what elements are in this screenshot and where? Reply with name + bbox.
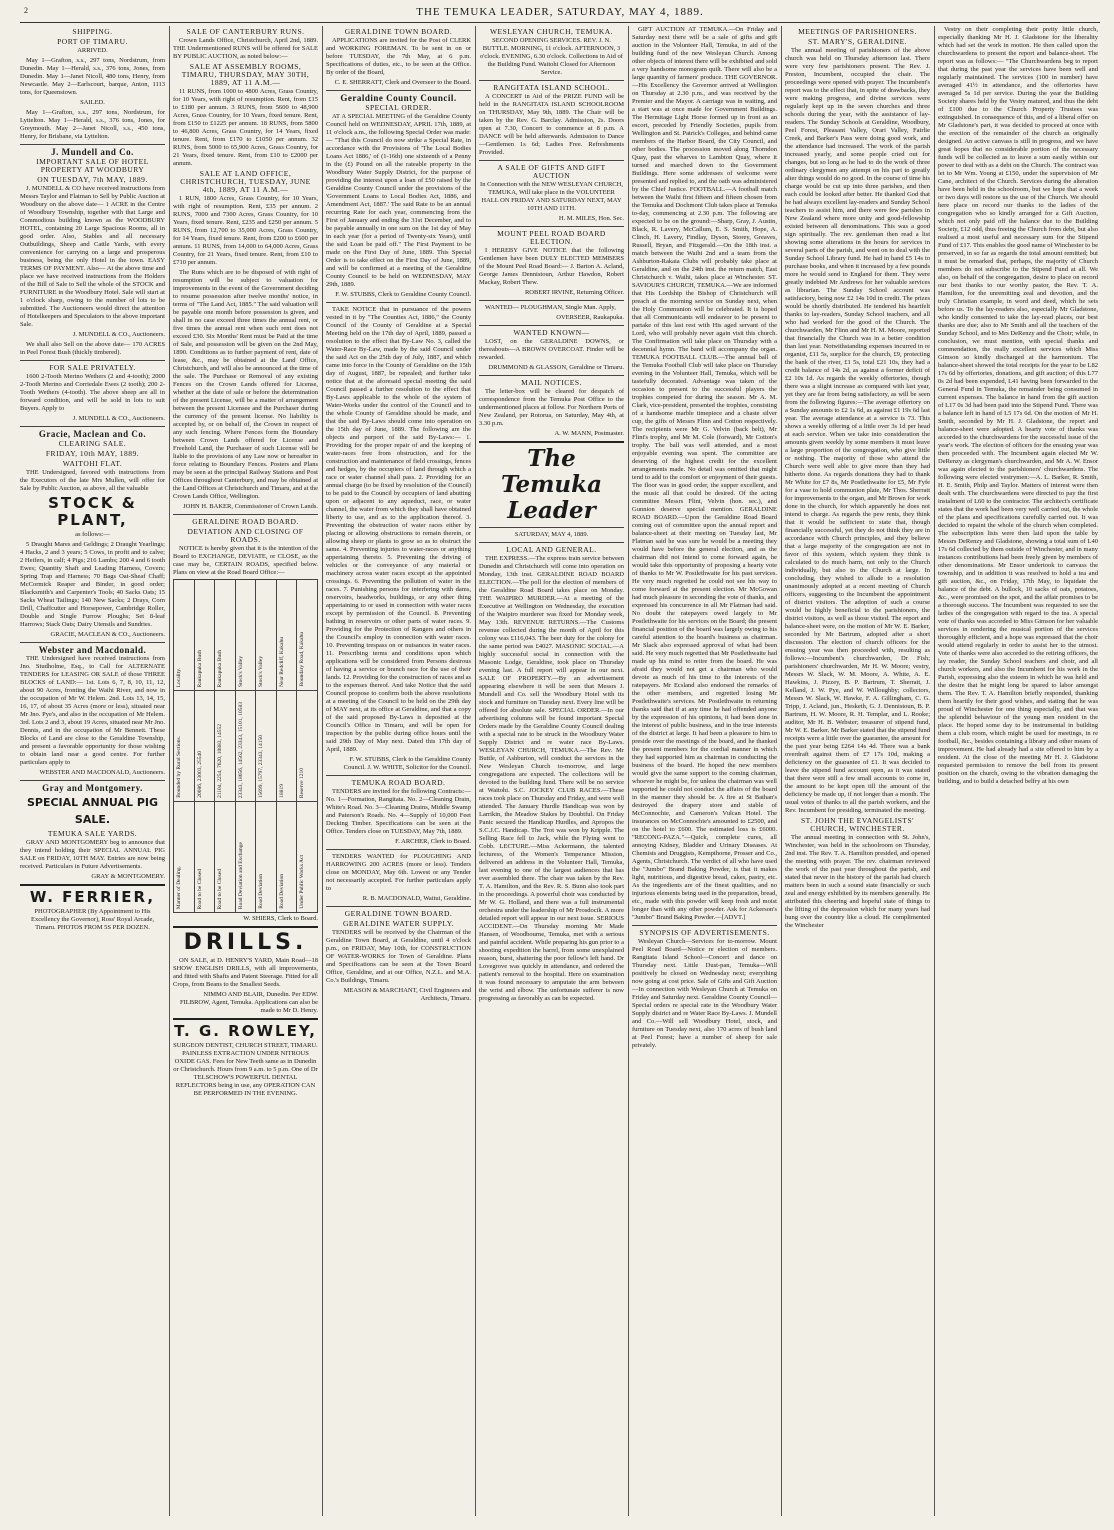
local-general-body: THE EXPRESS.—The express train service between Dunedin and Christchurch will come into operation on Monday, 13th inst. GERALDINE ROAD BOARD ELECTION.—The poll for the election of members of the Geraldine Road Board takes place on Monday. THE WAIPIRO MURDER.—At a meeting of the Executive at Wellington on Wednesday, the execution of the Waipiro murderer was fixed for Monday week, May 13th. REVENUE RETURNS.—The Customs revenue collected during the month of April for this colony was £116,043. The beer duty for the colony for the same period was £4027. MASONIC SOCIAL.—A highly successful social in connection with the Masonic Lodge, Geraldine, took place on Thursday evening last. A full report will appear in our next. SALE OF PROPERTY.—By an advertisement appearing elsewhere it will be seen that Messrs J. Mundell and Co. sell the Woodbury Hotel with its stock and furniture on Tuesday next. Every line will be offered for absolute sale. SPECIAL ORDER.—In our advertising columns will be found important Special Orders made by the Geraldine County Council dealing with a special rate to be struck in the Woodbury Water Supply District and re water race By-Laws. WESLEYAN CHURCH, TEMUKA.—The Rev. Mr Buttle, of Ashburton, will conduct the services in the New Wesleyan Church to-morrow, and large congregations are expected. The collections will be devoted to the building fund. There will be no service at Waitohi. S.C. JOCKEY CLUB RACES.—These races took place on Thursday and Friday, and were well attended. The January Hurdle Handicap was won by Larrikin, the Meadow Stakes by Doubtful. On Friday Panic secured the Handicap Hurdles, and Apropos the S.C.J.C. Handicap. The Trot was won by Kripple. The Selling Race fell to Jack, while the Flying went to Cobb. LECTURE.—Miss Ackermann, the talented lecturess, of the Women's Temperance Mission, delivered an address in the Volunteer Hall, Temuka, last evening to one of the largest audiences that has ever assembled there. The chair was taken by the Rev. T. A. Hamilton, and the Rev. R. S. Bunn also took part in the proceedings. A powerful choir was conducted by Mr W. G. Holland, and there was a full instrumental orchestra under the leadership of Mr Prosdocik. A more detailed report will appear in our next issue. SERIOUS ACCIDENT.—On Thursday morning Mr Made Hansen, of Woodbourne, Temuka, met with a serious and painful accident. While preparing his gun prior to a shooting expedition the barrel, from some unexplained reason, burst, shattering the poor fellow's left hand. Dr Lovegrove was quickly in attendance, and ordered the patient's removal to the hospital. Here on examination it was found necessary to amputate the arm between the wrist and elbow. The unfortunate sufferer is now progressing as favorably as can be expected. — [479, 555, 624, 1002]
wesleyan-body: SECOND OPENING SERVICES. REV. J. N. BUTTLE. MORNING, 11 o'clock. AFTERNOON, 3 o'clock. EVENING, 6.30 o'clock. Collections in Aid of the Building Fund. Waitohi Closed for Afternoon Service. — [480, 37, 623, 76]
gracie-sign: GRACIE, MACLEAN & CO., Auctioneers. — [50, 631, 165, 638]
local-general-heading: LOCAL AND GENERAL. — [506, 545, 597, 554]
column-5 — [632, 26, 777, 1520]
column-rule — [169, 26, 170, 1516]
table-row: Under Public Works Act — [297, 802, 318, 913]
canterbury-land-office: SALE AT LAND OFFICE, CHRISTCHURCH, TUESDAY, JUNE 4th, 1889, AT 11 A.M.— — [180, 169, 311, 194]
deviation-header-manner: Manner of Dealing. — [174, 802, 195, 913]
mail-notices-heading: MAIL NOTICES. — [521, 378, 582, 387]
st-marys-heading: ST. MARY'S, GERALDINE. — [807, 37, 908, 46]
column-2 — [173, 26, 318, 1520]
table-row: Raukapuka Bush — [194, 580, 215, 691]
stock-list: 5 Draught Mares and Geldings; 2 Draught Yearlings; 4 Hacks, 2 and 3 years; 5 Cows, in profit and to calve; 2 Heifers, in calf; 4 Pigs; 216 Lambs; 200 4 and 6 tooth Ewes; Quantity Shaft and Leading Harness, Covers; Spring Trap and Harness; 70 Bags Oat-Sheaf Chaff; McCormick Reaper and Binder, in good order; Blacksmith's and Carpenter's Tools; 40 Sacks Oats; 15 Sacks Wheat Tailings; 140 New Sacks; 2 Drays, Corn Drill, Chaffcutter and Horsepower, Cambridge Roller, Double and Single Furrow Ploughs; Set 8-leaf Harrows; Stack Oats; Dairy Utensils and Sundries. — [20, 541, 165, 628]
stock-plant-heading: STOCK & PLANT, — [48, 494, 137, 529]
column-rule — [781, 26, 782, 1516]
deviation-title: DEVIATION AND CLOSING OF ROADS. — [187, 527, 304, 544]
gray-heading: Gray and Montgomery. — [42, 783, 143, 793]
masthead-rule — [20, 22, 1100, 23]
clearing-intro: THE Undersigned, favored with instructions from the Executors of the late Mrs Mullen, will offer for Sale by Public Auction, as above, all the valuable — [20, 469, 165, 492]
water-board-heading: GERALDINE TOWN BOARD. — [344, 909, 453, 918]
peel-election-heading: MOUNT PEEL ROAD BOARD ELECTION. — [497, 229, 606, 246]
webster-sign: WEBSTER AND MACDONALD, Auctioneers. — [39, 769, 165, 776]
column-1 — [20, 26, 165, 1520]
pig-sale-sub: TEMUKA SALE YARDS. — [47, 829, 138, 838]
table-row: 18819 — [276, 691, 297, 802]
rangitata-heading: RANGITATA ISLAND SCHOOL. — [493, 83, 610, 92]
table-row: Stock's Valley — [235, 580, 256, 691]
st-johns-heading: ST. JOHN THE EVANGELISTS' CHURCH, WINCHESTER. — [800, 816, 915, 833]
temuka-road-body: TENDERS are invited for the following Contracts:— No. 1—Formation, Rangitata. No. 2—Cleaning Drain, White's Road. No. 3—Cleaning Drains, Middle Swamp and Paterson's Roads. No. 4—Supply of 10,000 Feet Decking Timber. Specifications can be seen at the Office. Tenders close on TUESDAY, May 7th, 1889. — [326, 788, 471, 835]
mundell-sign: J. MUNDELL & CO., Auctioneers. — [72, 331, 165, 338]
table-row: Reserve 1210 — [297, 691, 318, 802]
canterbury-runs: 11 RUNS, from 1000 to 4800 Acres, Grass Country, for 10 Years, with right of resumption. Rent, from £15 to £180 per annum. 3 RUNS, from 5600 to 48,900 Acres, Grass Country, for 10 Years, fixed tenure. Rent, from £150 to £1225 per annum. 18 RUNS, from 5800 to 46,800 Acres, Grass Country, for 14 Years, fixed tenure. Rent, from £170 to £1050 per annum. 32 RUNS, from 5000 to 65,900 Acres, Grass Country, for 21 Years, fixed tenure. Rent, from £10 to £2000 per annum. — [173, 88, 318, 167]
table-row: 20086, 23003, 25540 — [194, 691, 215, 802]
column-rule — [628, 26, 629, 1516]
pig-sale-sign: GRAY & MONTGOMERY. — [91, 873, 165, 880]
column-3 — [326, 26, 471, 1520]
deviation-header-locality: Locality. — [174, 580, 195, 691]
sailed-label: SAILED. — [80, 99, 105, 106]
mail-notices-sign: A. W. MANN, Postmaster. — [554, 430, 624, 437]
gifts-sale-body: In Connection with the NEW WESLEYAN CHURCH, TEMUKA, Will take place in the VOLUNTEER HALL ON FRIDAY AND SATURDAY NEXT, MAY 10TH AND 11TH. — [480, 181, 623, 212]
table-row: Stock's Valley — [256, 580, 277, 691]
pig-sale-body: GRAY AND MONTGOMERY beg to announce that they intend holding their SPECIAL ANNUAL PIG SALE on FRIDAY, 10TH MAY. Entries are now being received. Particulars in Future Advertisements. — [20, 839, 165, 870]
drills-heading: DRILLS. — [183, 930, 308, 955]
st-johns-body: The annual meeting in connection with St. John's, Winchester, was held in the schoolroom on Thursday, 2nd inst. The Rev. T. A. Hamilton presided, and opened the meeting with prayer. The rev. chairman reviewed the work of the past year throughout the parish, and stated that never in the history of the parish had church matters been in such a sound state financially or such zeal and energy exhibited by its members generally. He attributed this cheering and hopeful state of things to the lifting of the depression which for many years had hung over the country like a cloud. He complimented the Winchester — [785, 834, 930, 929]
gifts-sale-heading: A SALE OF GIFTS AND GIFT AUCTION — [497, 163, 606, 180]
webster-heading: Webster and Macdonald. — [38, 645, 147, 655]
county-council-sign: F. W. STUBBS, Clerk to Geraldine County Council. — [335, 291, 471, 298]
rowley-heading: T. G. ROWLEY, — [174, 1022, 317, 1040]
wanted-known-heading: WANTED KNOWN— — [513, 328, 590, 337]
masthead-title: THE TEMUKA LEADER, SATURDAY, MAY 4, 1889. — [416, 6, 704, 18]
drills-body: ON SALE, at D. HENRY'S YARD, Main Road—18 SHOW ENGLISH DRILLS, with all improvements, and fitted with Shafts and Patent Steerage. Fitted for all Crops, from Beans to the Smallest Seeds. — [173, 957, 318, 988]
masthead — [20, 6, 1100, 22]
gifts-sale-sign: H. M. MILES, Hon. Sec. — [558, 215, 624, 222]
st-johns-continued: Vestry on their completing their pretty little church, especially thanking Mr H. J. Gladstone for the liberality which had set the work in motion. He then called upon the churchwardens to present the report and balance-sheet. The report was as follows:— "The Churchwardens beg to report that during the past year the services have been well and regularly maintained. The services (100 in number) have averaged 41½ in attendance, and the offertories have averaged 5s 1d per service. During the year the Building Society shares held by the Vestry matured, and thus the debt of £100 due to the Church Property Trustees was extinguished. In consequence of this, and of a liberal offer on Mr Gladstone's part, it was decided to proceed at once with the erection of the remainder of the church as originally designed. An active canvass is still in progress, and we have great hopes that no considerable portion of the necessary funds will be collected as to leave a sum easily within our power to deal with as a debt on the Church. The contract was let to Mr Wm. Young at £150, under the supervision of Mr Cane, architect of the Church. Services during the alteration have been held in the schoolroom, but we hope that a week or two days will restore us the use of the Church. We should here place on record our thanks to the ladies of the congregation who so kindly arranged for a Gift Auction, which not only paid off the balance due to the Building Society, £12 odd, thus freeing the Church from debt, but also realised a most useful and necessary sum for the Stipend Fund of £17. This enables the good name of Winchester to be preserved, in so far as regards the total amount remitted; but it must be remarked that, perhaps, the majority of Church members do not subscribe to the Stipend Fund at all. We also, on behalf of the congregation, desire to place on record our best thanks to our worthy pastor, the Rev. T. A. Hamilton, for the unremitting zeal and devotion, and the truly Christian example, in word and deed, which he sets before us. To the lay-readers also, especially Mr Gladstone, who kindly consented to take the lay-read places, our best thanks are due; also to Mr Smith and all the teachers of the Sunday School, and to Mrs DeRenzy and the Choir; while, in conclusion, we must mention, with special thanks and commendation, the really excellent services which Miss Gimson so kindly discharged at the harmonium. The balance-sheet showed the total receipts for the year to be L82 17s 6d by offertories, donations, and gift auction; of this L77 0s 2d had been expended, L41 having been forwarded to the General Fund in Temuka, the remainder being consumed in current expenses. The balance in hand from the gift auction of L17 0s 3d had been paid into the Stipend Fund. There was a balance left in hand of L5 17s 6d. On the motion of Mr H. Smith, seconded by Mr H. J. Gladstone, the report and balance-sheet were adopted. A hearty vote of thanks was accorded to the churchwardens for the successful issue of the year's work. The election of officers for the ensuing year was then proceeded with. The Incumbent again elected Mr W. DeRenzy as clergyman's churchwarden, and Mr A. W. Ensor was again elected to the parishioners' churchwardens. The following were elected vestrymen:—A. L. Barker, R. Smith, H. E. Smith, Philp and Taylor. Matters of interest were then dealt with. The churchwardens were directed to pay the first instalment of L60 to the contractor. The architect's certificate states that the work had been very well carried out, the whole of the plans and specifications carefully carried out. It was decided to repaint the whole of the church when completed. The subscription lists were then laid upon the table by Messrs DeRenzy and Gladstone, showing a total sum of L40 17s 6d collected by them outside of Winchester, and in many instances contributions had been freely given by members of other denominations. Mr Ensor undertook to canvass the township, and in addition it was resolved to hold a tea and gift auction, &c., on Friday, 17th May, to liquidate the balance of the debt. A bullock, 10 sacks of oats, potatoes, &c., were promised on the spot, and the affair promises to be a thorough success. The Incumbent was requested to see the ladies of the congregation with regard to the tea. A special vote of thanks was accorded to Miss Gimson for her valuable services in rendering the musical portion of the services thoroughly efficient, and a hope was expressed that the choir would attend regularly in order to assist her to the utmost. Vote of thanks were also accorded to the retiring officers, the lay reader, the Sunday School teachers and choir, and all church workers, and also the Incumbent for his work in the Parish, expressing also the esteem in which he was held and the desire that he might long be spared to labor amongst them. The Rev. T. A. Hamilton briefly responded, thanking them heartily for their good wishes, and stating that he was proud of Winchester for one thing especially, and that was the splendid behaviour of the young men resident in the place. He hoped some day to be instrumental in building them a club room, which might be used for meetings, in re football, &c., besides containing a library and other means of improvement. He had already had a site offered to him by a resident. At the close of the meeting Mr H. J. Gladstone requested permission to remove the bell from its present position on the church, owing to the vibration damaging the building, and to build a detached belfry at his own — [938, 26, 1098, 785]
sailings-text: May 1—Grafton, s.s., 297 tons, Nordstrum, for Lyttelton. May 1—Herald, s.s., 376 tons, Jones, for Greymouth. May 2—Janet Nicoll, s.s., 450 tons, Henry, for Brisbane, via Lyttelton. — [20, 109, 165, 140]
mail-notices-body: The letter-box will be cleared for despatch of correspondence from the Temuka Post Office to the undermentioned places at follow. For Northern Ports of New Zealand, per Rotorua, on Saturday, May 4th, at 3.30 p.m. — [479, 388, 624, 427]
table-row: Road Deviation — [256, 802, 277, 913]
geraldine-board-sign: C. E. SHERRATT, Clerk and Overseer to the Board. — [334, 79, 471, 86]
peel-election-body: I HEREBY GIVE NOTICE that the following Gentlemen have been DULY ELECTED MEMBERS of the Mount Peel Road Board:— J. Barton A. Acland, George James Dennistoun, Arthur Hawdon, Robert Mackay, Robert Thew. — [479, 247, 624, 286]
bylaw-notice-sign: F. W. STUBBS, Clerk to the Geraldine County Council. J. W. WHITE, Solicitor for the Council. — [343, 756, 471, 771]
lost-coat-body: LOST, on the GERALDINE DOWNS, or thereabouts—A BROWN OVERCOAT. Finder will be rewarded. — [479, 338, 624, 361]
table-row: 21104, 2254, 7620, 10883, 14552 — [215, 691, 236, 802]
clearing-sale-title: CLEARING SALE. — [58, 439, 127, 448]
wesleyan-heading: WESLEYAN CHURCH, TEMUKA. — [489, 27, 614, 36]
synopsis-heading: SYNOPSIS OF ADVERTISEMENTS. — [639, 928, 770, 937]
deviation-table — [173, 579, 318, 913]
bylaw-notice-body: TAKE NOTICE that in pursuance of the powers vested in it by "The Counties Act, 1886," the County Council of the County of Geraldine at a Special Meeting held on the 17th day of April, 1889, passed a resolution to the effect that By-Law No. 3, called the Water-Race By-Law, made by the said Council under the said Act on the 25th day of July, 1887, and which came into force in the County of Geraldine on the 15th day of August, 1887, be repealed; and further take notice that at the aforesaid special meeting the said Council passed a further resolution to the effect that By-Laws applicable to the whole of the system of Water-Works under the control of the Council and to the whole County of Geraldine should be made, and that the said By-Laws should come into operation on the 15th day of June, 1889. The following are the objects and purport of the said By-Laws:— 1. Providing for the proper repair of and the keeping of water-races free from obstruction, and for the construction and maintenance of field crossings, fences and hedges, by the occupiers of land through which a race or water channel shall pass. 2. Providing for an annual charge (to be fixed by resolution of the Council) to be paid to the Council by occupiers of land abutting upon or adjacent to any aqueduct, race, or water channel, the water from which they shall have obtained liberty to use, and as to the application thereof. 3. Preventing the obstruction of water races either by placing or allowing obstructions to remain therein, or allowing sheep or plants to grow so as to obstruct the same. 4. Preventing injuries to water-races or anything appertaining thereto. 5. Preventing the driving of vehicles or the conveyance of any material or machinery across water races except at the appointed crossings. 6. Preventing the pollution of water in the races. 7. Punishing persons for interfering with dams, reservoirs, headworks, buildings, or any other thing appertaining to or used in connection with water races except by permission of the Council. 8. Preventing bathing in reservoirs or other parts of water races. 9. Providing for the Protection of Rangers and others in the Council's employ in connection with water races. 10. Preventing trespass on or nuisances in water races. 11. Prescribing terms and conditions upon which applications will be considered from Persons desirous of having a service or branch race for the use of their lands. 12. Providing for the construction of races and as to the expenses thereof. And take Notice that the said Council propose to confirm both the above resolutions at a meeting of the Council to be held on the 29th day of MAY next, at its office at Geraldine, and that a copy of the said proposed By-Laws is deposited at the Council's Office in Timaru, and will be open for inspection by the public during office hours until the said 29th Day of May next. Dated this 17th day of April, 1889. — [326, 306, 471, 753]
canterbury-heading: SALE OF CANTERBURY RUNS. — [186, 27, 305, 36]
deviation-body: NOTICE is hereby given that it is the intention of the Board to EXCHANGE, DEVIATE, or CLOSE, as the case may be, CERTAIN ROADS, specified below. Plans on view at the Road Board Office:— — [173, 545, 318, 576]
ploughing-tender-sign: R. B. MACDONALD, Waitui, Geraldine. — [362, 895, 471, 902]
local-general-continued: GIFT AUCTION AT TEMUKA.—On Friday and Saturday next there will be a sale of gifts and gift auction in the Volunteer Hall, Temuka, in aid of the building fund of the new Wesleyan Church. Among other objects of interest there will be exhibited and sold a very handsome monogram quilt. There will also be a large quantity of farmers' produce. THE GOVERNOR.—His Excellency the Governor arrived at Wellington on Thursday at 2.30 p.m., and was received by the Premier and the Mayor. A carriage was in waiting, and a start was at once made for Government Buildings. The Hermitage Light Horse formed up in front as an escort, preceded by Friendly Societies, pupils from Wellington and St. Patrick's Colleges, and behind came members of the Harbor Board, the City Council, and other bodies. The procession moved along Thorndon Quay, past the wharves to Lambton Quay, where it turned and marched down to the Government Buildings. Here some addresses of welcome were presented and replied to, and the oath was administered by the Chief Justice. FOOTBALL.—A football match between the Waihi first fifteen and fifteen chosen from the Temuka and Dochmont Club takes place at Temuka to-day, commencing at 2.30 p.m. The following are expected to be on the ground:—Sharp, Gray, J. Austin, Black, R. Lavery, McCallum, E. S. Smith, Hope, A. Clinch, H. Lavery, Findlay, Dyson, Storey, Greaves, Russell, Bryan, and Fitzgerald.—On the 18th inst. a match between the Waihi 2nd and a team from the Ashburton-Rakaia Clubs will probably take place at Geraldine, and on the 24th inst. the return match, East Christchurch v. Waihi, takes place at Winchester. ST. SAVIOUR'S CHURCH, TEMUKA.—We are informed that His Lordship the Bishop of Christchurch will preach at the morning service on Sunday next, when the Holy Communion will be celebrated. It is hoped that all Communicants will endeavor to be present to partake of this last rest with His aged servant of the Lord, who will probably never again visit this church. The Confirmation will take place on Thursday with a decennial hymn. The band will accompany the organ. TEMUKA FOOTBALL CLUB.—The annual ball of the Temuka Football Club will take place on Thursday evening in the Volunteer Hall, Temuka, which will be tastefully decorated. Advantage was taken of the occasion to present to the successful players the trophies competed for during the season. Mr A. M. Clark, vice-president, presented the trophies, consisting of a handsome marble timepiece and a chaste silver cup, the gifts of Messrs Flinn and Cotton respectively. The recipients were Mr G. Velvin (back belt), Mr Flint's trophy, and Mr M. Cole (forward), Mr Cotton's trophy. The ball was well attended, and a most enjoyable evening was spent. The committee are deserving of the highest credit for the excellent arrangements made. No detail was omitted that might tend to add to the comfort or enjoyment of their guests. The floor was in good order, the supper excellent, and the music all that could be desired. Of the acting committee Messrs Flint, Velvin (hon. sec.), and Gunnion deserve special mention. GERALDINE ROAD BOARD.—Upon the Geraldine Road Board coming out of committee upon the annual report and balance-sheet at their meeting on Tuesday last, Mr Flatman said he was sure he would be a meeting they would have before the general election, and as the chairman did not intend to come forward again, he would take this opportunity of proposing a hearty vote of thanks to Mr W. Postlethwaite for his past services. He very much regretted he could not see his way to come forward at the present election. Mr McGowan had much pleasure in seconding the vote of thanks, and expressed his concurrence in all Mr Flatman had said. No doubt the ratepayers owed largely to Mr Postlethwaite for his services on the Board; the present financial position of the board was largely owing to his careful attention to the board's business as chairman. Mr Slack also expressed approval of what had been said. He very much regretted that Mr Postlethwaite had made up his mind to retire from the board. He was afraid they would not get a chairman who would devote as much of his time to the interests of the ratepayers. Mr Ecsland also endorsed the remarks of the other members, and regretted losing Mr Postlethwaite's services. Mr Postlethwaite in returning thanks said that if at any time he had offended anyone by the expression of his opinions, it had been done in the interest of public business, and in the true interests of the district at large. It had been a pleasure to him to preside over the meetings of the board, and he thanked the present members for the cordial manner in which they had supported him as chairman in conducting the business of the board. He hoped the new members would give the same support to the coming chairman, whoever he might be, for unless the chairman was well supported he could not conduct the affairs of the board in the manner they should be. A fire at St Bathan's destroyed the drapery store and stable of McConnochie, and Cameron's Vulcan Hotel. The insurances on McConnochie's amounted to £2500, and on the hotel to £600. The estimated loss is £6000. "RECONG-PAZA."—Quick, complete cures, all annoying Kidney, Bladder and Urinary Diseases. At Chemists and Druggists, Kempthorne, Prosser and Co., Agents, Christchurch. The verdict of all who have used the "Jumbo" Brand Baking Powder, is that it makes light, nutritious, and digestive bread, cakes, pastry, etc. As the ingredients are of the finest qualities, and no injurious elements being used in the preparation, bread, etc., made with this powder will keep fresh and moist longer than with any other powder. Ask for Ackerson's "Jumbo" Brand Baking Powder.—[ADVT.] — [632, 26, 777, 921]
canterbury-rooms: SALE AT ASSEMBLY ROOMS, TIMARU, THURSDAY, MAY 30TH, 1889, AT 11 A.M.— — [181, 62, 310, 87]
table-row: Road Deviation and Exchange — [235, 802, 256, 913]
table-row: 23343, 18656, 14562, 23343, 15101, 10583 — [235, 691, 256, 802]
lost-coat-sign: DRUMMOND & GLASSON, Geraldine or Timaru. — [488, 364, 624, 371]
column-rule — [475, 26, 476, 1516]
table-row: Near Redcliff, Kakahu — [276, 580, 297, 691]
temuka-road-sign: F. ARCHER, Clerk to Board. — [395, 838, 471, 845]
page-number: 2 — [24, 6, 29, 15]
table-row: Road to be Closed — [215, 802, 236, 913]
deviation-header-sections: Bounded by Rural Sections. — [174, 691, 195, 802]
ploughman-wanted-body: WANTED— PLOUGHMAN, Single Man. Apply, — [485, 304, 616, 311]
ferrier-heading: W. FERRIER, — [29, 888, 156, 906]
temuka-road-heading: TEMUKA ROAD BOARD. — [351, 778, 446, 787]
rowley-body: SURGEON DENTIST, CHURCH STREET, TIMARU. PAINLESS EXTRACTION UNDER NITROUS OXIDE GAS. Fees for New Teeth same as in Dunedin or Christchurch. Hours from 9 a.m. to 5 p.m. One of Dr TELSCHOW'S POWERFUL DENTAL REFLECTORS being in use, any OPERATION CAN BE PERFORMED IN THE EVENING. — [173, 1042, 318, 1097]
arrivals-text: May 1—Grafton, s.s., 297 tons, Nordstrum, from Dunedin. May 1—Herald, s.s., 376 tons, Jones, from Dunedin. May 1—Janet Nicoll, 480 tons, Henry, from Newcastle. May 2—Earlscourt, barque, Anton, 1113 tons, for Queenstown. — [20, 57, 165, 96]
table-row: Boundary Road, Kakahu — [297, 580, 318, 691]
table-row: 15699, 15797, 23343, 14150 — [256, 691, 277, 802]
column-4 — [479, 26, 624, 1520]
deviation-board-heading: GERALDINE ROAD BOARD. — [192, 517, 299, 526]
table-row: Road to be Closed — [194, 802, 215, 913]
arrived-label: ARRIVED. — [77, 47, 108, 54]
ploughman-wanted-sign: OVERSEER, Raukapuka. — [556, 314, 624, 321]
waitohi-heading: WAITOHI FLAT. — [62, 459, 123, 468]
rangitata-body: A CONCERT in Aid of the PRIZE FUND will be held in the RANGITATA ISLAND SCHOOLROOM on THURSDAY, May 9th, 1889. The Chair will be taken by the Rev. G. Barclay. Admission, 2s. Doors open at 7.30, Concert to commence at 8 p.m. A DANCE will be held afterwards. Admission to Dance—Gentlemen 1s 6d; Ladies Free. Refreshments Provided. — [479, 93, 624, 156]
column-rule — [322, 26, 323, 1516]
mundell-heading: J. Mundell and Co. — [51, 147, 134, 157]
water-supply-sign: MEASON & MARCHANT, Civil Engineers and Architects, Timaru. — [343, 987, 471, 1002]
special-order-heading: SPECIAL ORDER. — [365, 103, 432, 112]
issue-date: SATURDAY, MAY 4, 1889. — [514, 531, 589, 538]
county-council-heading: Geraldine County Council. — [340, 93, 457, 103]
geraldine-board-heading: GERALDINE TOWN BOARD. — [344, 27, 453, 36]
synopsis-body: Wesleyan Church—Services for to-morrow. Mount Peel Road Board—Notice re election of members. Rangitata Island School—Concert and dance on Thursday next. Little Dust-pan, Temuka—Will positively be closed on Wednesday next; everything now going at cost price. Sale of Gifts and Gift Auction—In connection with Wesleyan Church at Temuka on Friday and Saturday next. Geraldine County Council—Special orders re special rate in the Woodbury Water Supply district and re Water Race By-Laws. J. Mundell and Co.—Will sell Woodbury Hotel, stock, and furniture on Tuesday next, also 170 acres of bush land at Peel Forest; have a number of sheep for sale privately. — [632, 938, 777, 1049]
column-7 — [938, 26, 1098, 1520]
meetings-heading: MEETINGS OF PARISHIONERS. — [798, 27, 917, 36]
peel-election-sign: ROBERT IRVINE, Returning Officer. — [524, 289, 624, 296]
canterbury-sign: JOHN H. BAKER, Commissioner of Crown Lands. — [183, 503, 318, 510]
mundell-title: IMPORTANT SALE OF HOTEL PROPERTY AT WOODBURY — [36, 157, 149, 174]
st-marys-body: The annual meeting of parishioners of the above church was held on Thursday afternoon last. There were very few parishioners present. The Rev. J. Preston, Incumbent, occupied the chair. The proceedings were opened with prayer. The Incumbent's report was to the effect that, in spite of drawbacks, they were making progress, and divine services were regularly kept up in the seven churches and three schools during the year, with the assistance of lay-readers. The Sunday Schools at Geraldine, Woodbury, Peel Forest, Pleasant Valley, Orari Valley, Fairlie Creek, and Barker's Pass were doing good work, and the attendance had increased. The work of the parish increased yearly, and some people cried out for changes, but so long as he had to do the work of three ordinary clergymen any attempt on his part to greatly alter things would do no good. In the course of time his charge would be cut up into three parishes, and then each could be looked after better. He thanked God that he had always excellent lay-readers and Sunday School teachers to assist him, and there were few parishes in New Zealand where more unity and good-fellowship existed between all denominations. This was a good sign spiritually. The rev. gentleman then read a list showing some alterations in the hours for services in several parts of the parish, and went on to deal with the Sunday School Library fund. He had in hand £5 14s to purchase books, and when it increased by a few pounds more he would send to England for them. They were greatly indebted Mr Andrews for her valuable services as librarian. The Sunday School account was satisfactory, being now £2 14s 10d in credit. The prizes would be shortly distributed. He tendered his heartfelt thanks to lay-readers, Sunday School teachers, and all who had worked for the good of the Church. The churchwarden, Mr Flinn and Mr H. M. Moore, reported that financially the Church was in a better condition than last year. Notwithstanding expenses incurred in re organist, £11 5s, surplice for the church, £9, protecting the bank of the river, £1 5s, total £21 10s, they had a credit balance of 14s 2d, as against a former deficit of £2 10s 1d. As regards the weekly offertories, though there was a slight increase as compared with last year, yet they are far from being satisfactory, as will be seen from the following figures:—The average offertory on a Sunday amounts to £2 1s 6d, as against £1 19s 6d last year. The average attendance at a service is 73. This shows a weekly offering of a little over 3s 1d per head at each service. When we take into consideration the amounts given weekly by some members it must leave a large proportion of the congregation, who give little or nothing. The majority of those who attend the Church were well able to give more than they had hitherto done. As regards donations they had to thank Mr White for £7 8s, Mr Postlethwaite for £5, Mr Fyfe for a vase to hold communion plate, Mr Thos. Sherratt for improvements to the organ, and Mr Brown for work done in the church, for which apparently he does not intend to charge. As regards the pew rents, they think that it would be sufficient to state that, though financially successful, yet they do not think they are in accordance with Church principles, and they believe that a large majority of the congregation are not in favor of this system, which system they think is calculated to do much harm, not only to the Church individually, but also to the Church at large. In concluding, they wished to allude to a resolution unanimously adopted at a recent meeting of Church officers, suggesting to the Incumbent the appointment of district visitors. The adoption of such a course would be highly beneficial to the parishioners, the district visitors, as well as those visited. The report and balance-sheet were, on the motion of Mr W. E. Barker, seconded by Mr Bartrum, adopted after a short discussion. The election of church officers for the ensuing year was then proceeded with, resulting as follows:—Incumbent's churchwarden, Dr Fish; parishioners' churchwarden, Mr H. W. Moore; vestry, Messrs W. Slack, W. M. Moore, A. White, A. E. Hawkins, J. Pizzey, B. P. Bartrum, T. Sherratt, J. Kelland, J. W. Pye, and W. Willoughby; collectors, Messrs W. Slack, W. Hawke, F. A. Gillingham, C. G. Tripp, J. Acland, jun., Hesketh, G. J. Dennistoun, B. P. Bartrum, H. W. Moore, R. H. Templar, and L. Rooke; auditor, Mr H. B. Webster; treasurer of stipend fund, Mr W. E. Barker. Mr Barker stated that the stipend fund receipts were a little over the guarantee, the amount for the past year being £264 14s 4d. There was a bank overdraft against them of £7 17s 10d, making a deficiency on the guarantee of £1. It was decided to leave the stipend fund account open, as it was stated that there were still a few small accounts to come in, the amount to be kept open till the amount of the deficiency be made up, if not longer than a month. The usual votes of thanks to all the parish workers, and the Rev. Incumbent for presiding, terminated the meeting. — [785, 47, 930, 814]
pig-sale-heading: SPECIAL ANNUAL PIG SALE. — [26, 796, 159, 826]
mundell-date: ON TUESDAY, 7th MAY, 1889. — [37, 175, 148, 184]
table-row: Raukapuka Bush — [215, 580, 236, 691]
private-sale-heading: FOR SALE PRIVATELY. — [49, 363, 136, 372]
county-council-body: AT A SPECIAL MEETING of the Geraldine County Council held on WEDNESDAY, APRIL 17th, 1889, at 11 o'clock a.m., the following Special Order was made:— "That this Council do now strike a Special Rate, in accordance with the Provisions of 'The Local Bodies Loans Act 1886,' of (1-16th) one sixteenth of a Penny in the (£) Pound on all the rateable property in the Woodbury Water Supply District, for the purpose of providing the interest upon a loan of £50 raised by the Geraldine County Council under the provisions of the 'Government Loans to Local Bodies Act, 1886, and Amendment Act, 1887.' The said Rate to be an annual recurring Rate for each year, commencing from the First of January and ending the 31st December, and to be payable annually in one sum on the 1st day of May in each year (for a period of Twenty-six Years), until the said Loan be paid off." The First Payment to be made on the First Day of June, 1889. This Special Order is to take effect on the First Day of June, 1889, and will be confirmed at a meeting of the Geraldine County Council to be held on WEDNESDAY, MAY 29th, 1889. — [326, 113, 471, 288]
ferrier-body: PHOTOGRAPHER (By Appointment to His Excellency the Governor), Ross' Royal Arcade, Timaru. PHOTOS FROM 5S PER DOZEN. — [30, 908, 154, 931]
private-sale-body: 1600 2-Tooth Merino Wethers (2 and 4-tooth); 2000 2-Tooth Merino and Corriedale Ewes (2 tooth); 200 2-Tooth Wethers (4-tooth). The above sheep are all in forward condition, and will be sold in lots to suit Buyers. Apply to — [20, 373, 165, 412]
mundell-body: J. MUNDELL & CO have received instructions from Messrs Taylor and Flatman to Sell by Public Auction at Woodbury on the above date— 1 ACRE in the Centre of Woodbury Township, together with that Large and Commodious building known as the WOODBURY HOTEL, containing 20 Large Spacious Rooms, all in good order. Also, Stables and all necessary Outbuildings, Sheep and Cattle Yards, with every convenience for carrying on a large and prosperous business, being the only Hotel in the town. EASY TERMS OF PAYMENT. Also— At the above time and place we have received instructions from the Holders of the Bill of Sale to Sell the whole of the STOCK and FURNITURE in the Woodbury Hotel. Sale will start at 1 o'clock sharp, owing to the number of lots to be submitted. The Auctioneers would direct the attention of Hotelkeepers and Speculators to the above important Sale. — [20, 185, 165, 328]
water-supply-body: TENDERS will be received by the Chairman of the Geraldine Town Board, at Geraldine, until 4 o'clock p.m., on FRIDAY, May 10th, for CONSTRUCTION OF WATER-WORKS for Town of Geraldine. Plans and Specifications can be seen at the Town Board Office, Geraldine, and at our Office, N.Z.L. and M.A. Co.'s Buildings, Timaru. — [326, 929, 471, 984]
webster-body: THE Undersigned have received instructions from Jno. Studholme, Esq., to Call for ALTERNATE TENDERS for LEASING OR SALE of those THREE BLOCKS of LAND:— 1st. Lots 6, 7, 8, 10, 11, 12, about 90 Acres, fronting the Waihi River, and now in the occupation of Mr W. Helem. 2nd. Lots 13, 14, 15, 16, 17, of about 35 Acres (more or less), situated near Mr Jno. Pye's, and also in the occupation of Mr Helem. 3rd. Lots 2 and 3, about 19 Acres, situated near Mr Jno. Dennis, and in the occupation of Mr Bennett. These Blocks of Land are close to the Geraldine Township, and present a favorable opportunity for those wishing to obtain land near a good centre. For further particulars apply to — [20, 655, 165, 766]
table-row: Road Deviation — [276, 802, 297, 913]
newspaper-nameplate: The Temuka Leader — [500, 445, 602, 524]
column-rule — [934, 26, 935, 1516]
private-sale-sign: J. MUNDELL & CO., Auctioneers. — [72, 415, 165, 422]
geraldine-board-body: APPLICATIONS are invited for the Post of CLERK and WORKING FOREMAN. To be sent in on or before TUESDAY, the 7th May, at 6 p.m. Specifications of duties, etc., to be seen at the Office. By order of the Board, — [326, 37, 471, 76]
deviation-sign: W. SHIERS, Clerk to Board. — [243, 915, 318, 922]
gracie-heading: Gracie, Maclean and Co. — [38, 429, 147, 439]
canterbury-runs-2: 1 RUN, 1800 Acres, Grass Country, for 10 Years, with right of resumption. Rent, £35 per annum. 2 RUNS, 7000 and 7300 Acres, Grass Country, for 10 Years, fixed tenure. Rent, £235 and £250 per annum. 5 RUNS, from 12,700 to 35,000 Acres, Grass Country, for 14 Years, fixed tenure. Rent, from £200 to £600 per annum. 11 RUNS, from 14,000 to 64,000 Acres, Grass Country, for 21 Years, fixed tenure. Rent, from £10 to £710 per annum. — [173, 195, 318, 266]
drills-sign: NIMMO AND BLAIR, Dunedin. Per EDW. FILBROW, Agent, Temuka. Applications can also be made to Mr D. Henry. — [179, 991, 318, 1014]
water-supply-heading: GERALDINE WATER SUPPLY. — [342, 919, 455, 928]
column-6 — [785, 26, 930, 1520]
as-follows-label: as follows:— — [75, 531, 110, 538]
shipping-heading: SHIPPING. — [72, 27, 113, 36]
port-heading: PORT OF TIMARU. — [57, 37, 128, 46]
canterbury-intro: Crown Lands Office, Christchurch, April 2nd, 1889. THE Undermentioned RUNS will be offered for SALE BY PUBLIC AUCTION, as noted below:— — [173, 37, 318, 60]
canterbury-body: The Runs which are to be disposed of with right of resumption will be subject to valuation for improvements in the event of the Government deciding to resume possession after twelve months' notice, in terms of "The Land Act, 1885." The said valuation will be payable one month before possession is given, and shall in no case exceed three times the annual rent, or five times the annual rent when such rent does not exceed £30. Six Months' Rent must be Paid at the time of Sale, and possession will be given on the 2nd May, 1890. Conditions as to further payment of rent, date of lease, &c., may be obtained at the Land Office, Christchurch, and will also be announced at the time of the sale. The Purchase or Removal of any existing Fences on the Crown Lands offered for License, whether at the date of sale or before the determination of the present License, will be a matter of arrangement between the present Licensee and the Purchaser during the currency of the present license. No liability is accepted by, or on behalf of, the Crown in respect of any such fencing. Where Fences form the Boundary between Crown Lands offered for License and Freehold Land, the Purchaser of such License will be liable to the provisions of any Law now or hereafter in force relating to Boundary Fences. Posters and Plans may be seen at the principal Railway Stations and Post Offices throughout Canterbury, and may be obtained at the Land Offices at Christchurch and Timaru, and at the Crown Lands Office, Wellington. — [173, 269, 318, 500]
peel-forest-text: We shall also Sell on the above date— 170 ACRES in Peel Forest Bush (thickly timbered). — [20, 341, 165, 356]
clearing-sale-date: FRIDAY, 10th MAY, 1889. — [45, 449, 140, 458]
ploughing-tender-body: TENDERS WANTED for PLOUGHING AND HARROWING 200 ACRES (more or less). Tenders close on MONDAY, May 6th. Lowest or any Tender not necessarily accepted. For further particulars apply to — [326, 853, 471, 892]
